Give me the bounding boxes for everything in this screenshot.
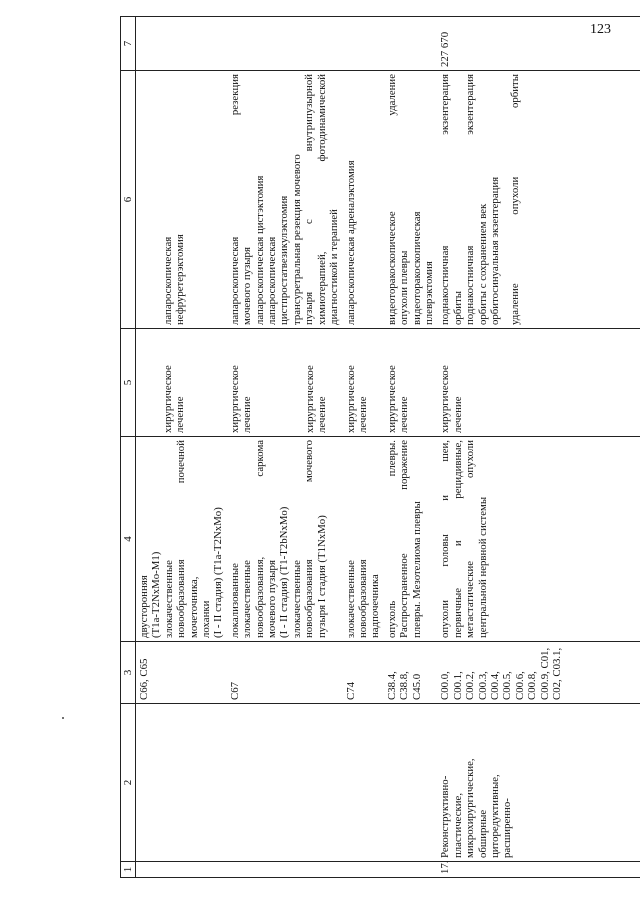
col-header-3: 3 [121,642,136,704]
cost-value: 227 670 [439,31,452,67]
treatment-cell [343,329,384,437]
disease-line: лоханки [200,600,213,638]
method-line: лапароскопическая цистэктомия [253,175,266,325]
method-line: видеоторакоскопическое удаление [385,74,398,325]
treatment-text: хирургическое лечение [385,365,411,433]
codes-cell [343,642,384,704]
method-line: опухоли плевры [398,250,411,325]
method-line: видеоторакоскопическая [410,211,423,325]
disease-line: Распространенное поражение [398,440,411,638]
disease-line: (I - II стадия) (T1-T2bNxMo) [278,506,291,638]
disease-line: первичные и рецидивные, [451,440,464,638]
disease-cell [384,437,438,642]
method-line: орбиты с сохранением век [476,203,489,325]
method-line: химиотерапией, фотодинамической [315,74,328,325]
section-name-cell [227,704,343,862]
section-name-line: Реконструктивно- [439,775,452,858]
method-cell [384,71,438,329]
disease-cell [343,437,384,642]
section-name-line: обширные [476,809,489,858]
disease-line: (I - II стадия) (T1a-T2NxMo) [212,507,225,638]
disease-line: мочевого пузыря [266,560,279,638]
disease-line: опухоли головы и шеи, [439,440,452,638]
method-line: мочевого пузыря [241,247,254,325]
disease-line: локализованные [228,563,241,638]
col-header-7: 7 [121,17,136,71]
method-line: поднакостничная экзентерация [439,74,452,325]
row-number-cell [384,862,438,878]
method-line: цистпростатвезикулэктомия [278,195,291,325]
disease-line: новообразования, саркома [253,440,266,638]
disease-line: злокачественные [344,560,357,638]
treatment-text: хирургическое лечение [228,365,254,433]
method-line: орбиты [451,290,464,325]
row-number-cell [136,862,227,878]
disease-line: новообразования [356,559,369,638]
method-line: лапароскопическая резекция [228,74,241,325]
method-cell [136,71,227,329]
cost-cell [227,17,343,71]
method-line: трансуретральная резекция мочевого [290,154,303,325]
method-cell [227,71,343,329]
codes-cell [437,642,640,704]
disease-line: мочеточника, [187,576,200,638]
cost-cell [343,17,384,71]
section-name-line: микрохирургические, [464,758,477,858]
disease-line: новообразования мочевого [303,440,316,638]
disease-line: двусторонняя [138,575,150,638]
cost-cell [437,17,640,71]
disease-line: метастатические опухоли [464,440,477,638]
col-header-5: 5 [121,329,136,437]
method-line: пузыря с внутрипузырной [303,74,316,325]
disease-line: (T1a-T2NxMo-M1) [150,551,163,638]
method-line: лапароскопическая адреналэктомия [344,160,357,325]
codes-cell [136,642,227,704]
disease-line: злокачественные [162,560,175,638]
codes-text: C00.0, C00.1, C00.2, C00.3, C00.4, C00.5, C00.6, C00.8, C00.9, C01, C02, C03.1, [439,647,563,700]
codes-text: C38.4, C38.8, C45.0 [385,671,423,700]
disease-line: злокачественные [290,560,303,638]
codes-text: C67 [228,682,241,700]
treatment-text: хирургическое лечение [303,365,329,433]
treatment-cell [437,329,640,437]
cost-cell [136,17,227,71]
medical-care-table [120,16,640,878]
disease-line: новообразования почечной [175,440,188,638]
disease-line: центральной нервной системы [476,496,489,638]
col-header-6: 6 [121,71,136,329]
section-name-line: пластические, [451,792,464,858]
treatment-text: хирургическое лечение [162,365,187,433]
method-line: орбитосинуальная экзентерация [488,176,501,325]
disease-cell [437,437,640,642]
table-row [437,17,640,878]
method-line: лапароскопическая [266,236,279,325]
section-name-cell [343,704,384,862]
method-line: лапароскопическая [162,236,174,325]
section-name-cell [136,704,227,862]
table-row [343,17,384,878]
col-header-2: 2 [121,704,136,862]
table-row [384,17,438,878]
page-number: 123 [590,22,611,37]
rotated-table-container [120,17,640,878]
disease-line: надпочечника [369,574,382,638]
col-header-1: 1 [121,862,136,878]
section-name-line: расширенно- [501,798,514,858]
codes-text: C66, C65 [138,658,150,700]
codes-cell [384,642,438,704]
section-name-line: циторедуктивные, [488,774,501,858]
method-cell [437,71,640,329]
treatment-cell [384,329,438,437]
col-header-4: 4 [121,437,136,642]
disease-line: злокачественные [241,560,254,638]
method-line: нефруретерэктомия [174,234,187,325]
row-number-cell [437,862,640,878]
scan-speck [62,717,64,719]
codes-text: C74 [344,682,357,700]
row-number-cell [227,862,343,878]
disease-cell [136,437,227,642]
table-row [227,17,343,878]
disease-line: пузыря I стадия (T1NxMo) [315,515,328,638]
section-name-cell [384,704,438,862]
method-line: плеврэктомия [422,261,435,325]
disease-line: плевры. Мезотелиома плевры [410,501,423,638]
method-line: удаление опухоли орбиты [509,74,522,325]
section-name-cell [437,704,640,862]
section-number: 17. [439,860,452,874]
method-cell [343,71,384,329]
treatment-text: хирургическое лечение [439,365,464,433]
cost-cell [384,17,438,71]
disease-line: опухоль плевры. [385,440,398,638]
codes-cell [227,642,343,704]
treatment-cell [136,329,227,437]
row-number-cell [343,862,384,878]
method-line: диагностикой и терапией [328,209,341,325]
treatment-text: хирургическое лечение [344,365,369,433]
column-number-row [121,17,136,878]
treatment-cell [227,329,343,437]
disease-cell [227,437,343,642]
method-line: поднакостничная экзентерация [464,74,477,325]
table-row [136,17,227,878]
